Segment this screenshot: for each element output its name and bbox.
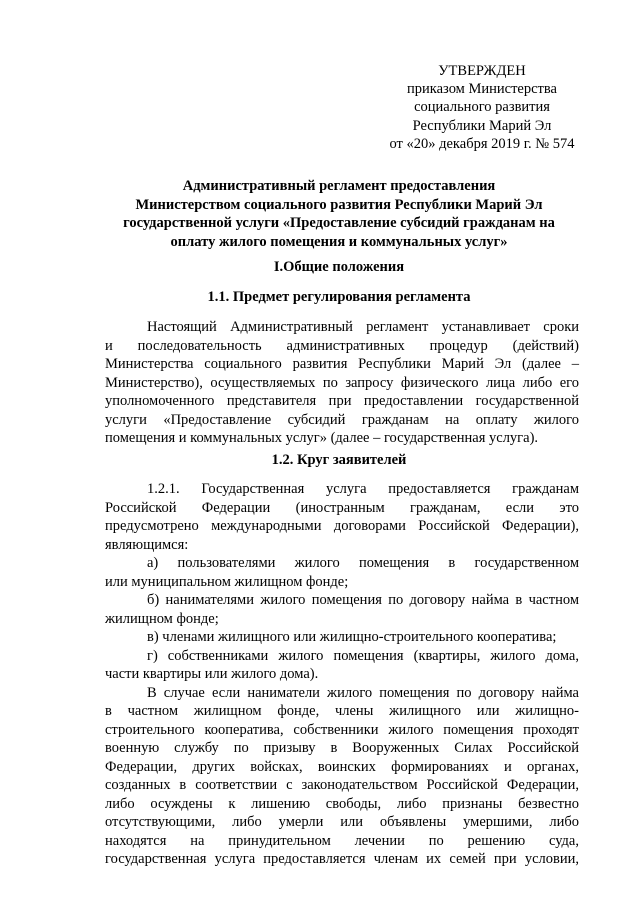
title-line: оплату жилого помещения и коммунальных услуг» (170, 233, 508, 250)
text-line: Настоящий Административный регламент устанавливает сроки (147, 319, 579, 335)
approval-line: приказом Министерства (407, 81, 557, 98)
text-line: отсутствующими, либо умерли или объявлены умершими, либо (105, 814, 579, 830)
text-line: государственная услуга предоставляется членам их семей при условии, (105, 851, 579, 867)
subsection-heading: 1.1. Предмет регулирования регламента (207, 289, 471, 305)
approval-line: Республики Марий Эл (412, 117, 552, 134)
title-line: Министерством социального развития Республики Марий Эл (135, 196, 543, 213)
section-heading: I.Общие положения (273, 259, 405, 275)
text-line: Российской Федерации (иностранным гражданам, если это (105, 499, 579, 516)
text-line: и последовательность административных процедур (действий) (105, 337, 579, 354)
text-line: Министерства социального развития Республики Марий Эл (далее – (105, 356, 579, 372)
title-line: государственной услуги «Предоставление субсидий гражданам на (123, 215, 555, 232)
subsection-heading: 1.2. Круг заявителей (271, 452, 407, 468)
text-line: являющимся: (105, 536, 189, 553)
text-line: уполномоченного представителя при предоставлении государственной (105, 393, 579, 409)
text-line: помещения и коммунальных услуг» (далее – государственная услуга). (105, 430, 539, 446)
text-line: а) пользователями жилого помещения в государственном (147, 555, 579, 571)
text-line: услуги «Предоставление субсидий гражданам на оплату жилого (105, 411, 579, 428)
approval-stamp (362, 62, 602, 153)
paragraph-applicants (105, 480, 579, 869)
text-line: строительного кооператива, собственники жилого помещения проходят (105, 721, 579, 738)
text-line: или муниципальном жилищном фонде; (105, 573, 349, 590)
approval-line: УТВЕРЖДЕН (438, 63, 526, 79)
paragraph-subject (105, 318, 579, 448)
text-line: 1.2.1. Государственная услуга предоставляется гражданам (147, 481, 579, 497)
text-line: созданных в соответствии с законодательством Российской Федерации, (105, 777, 579, 793)
text-line: в) членами жилищного или жилищно-строительного кооператива; (147, 629, 557, 645)
approval-date-line: от «20» декабря 2019 г. № 574 (389, 135, 575, 152)
text-line: В случае если наниматели жилого помещения по договору найма (147, 684, 579, 701)
text-line: в частном жилищном фонде, члены жилищного или жилищно- (105, 703, 579, 719)
text-line: либо осуждены к лишению свободы, либо признаны безвестно (105, 795, 579, 812)
text-line: части квартиры или жилого дома). (105, 666, 319, 682)
text-line: жилищном фонде; (105, 610, 219, 627)
text-line: военную службу по призыву в Вооруженных Силах Российской (105, 740, 579, 756)
text-line: Министерство), осуществляемых по запросу физического лица либо его (105, 374, 579, 391)
document-title (104, 177, 574, 251)
text-line: предусмотрено международными договорами Российской Федерации), (105, 518, 579, 534)
title-line: Административный регламент предоставления (182, 178, 496, 194)
approval-line: социального развития (414, 99, 550, 116)
text-line: находятся на принудительном лечении по решению суда, (105, 832, 579, 849)
text-line: Федерации, других войсках, воинских формированиях и органах, (105, 758, 579, 775)
text-line: г) собственниками жилого помещения (квартиры, жилого дома, (147, 647, 579, 664)
text-line: б) нанимателями жилого помещения по договору найма в частном (147, 592, 579, 608)
